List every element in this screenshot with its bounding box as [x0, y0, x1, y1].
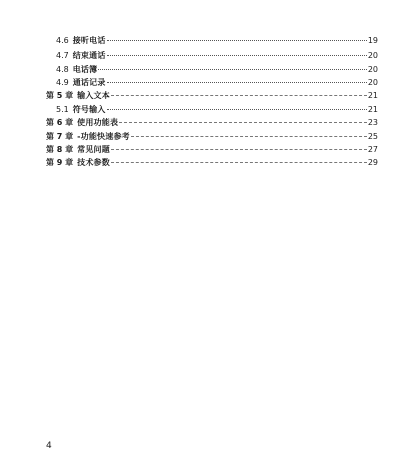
toc-entry-title: 电话簿 [72, 65, 98, 74]
toc-chapter-entry [46, 117, 378, 129]
toc-dot-leader [107, 82, 367, 83]
toc-dot-leader [107, 55, 367, 56]
toc-dash-leader [119, 122, 367, 123]
toc-entry-number: 4.6 [56, 36, 69, 45]
toc-entry-title: 接听电话 [72, 36, 106, 45]
toc-entry-page: 21 [367, 105, 378, 114]
toc-entry-number: 第 5 章 [46, 91, 74, 100]
toc-chapter-entry [46, 90, 378, 102]
toc-entry [56, 64, 378, 76]
toc-entry-title: 通话记录 [72, 78, 106, 87]
toc-entry-page: 29 [367, 158, 378, 167]
toc-entry-page: 23 [367, 118, 378, 127]
toc-dash-leader [111, 149, 367, 150]
toc-dot-leader [98, 69, 366, 70]
toc-entry-page: 27 [367, 145, 378, 154]
toc-entry [56, 77, 378, 89]
toc-entry-title: 结束通话 [72, 51, 106, 60]
toc-entry-number: 第 8 章 [46, 145, 74, 154]
toc-entry-title: 输入文本 [77, 91, 110, 100]
toc-dot-leader [107, 40, 367, 41]
toc-entry-number: 第 7 章 [46, 132, 74, 141]
toc-chapter-entry [46, 144, 378, 156]
page-number: 4 [46, 441, 52, 451]
toc-entry-number: 第 6 章 [46, 118, 74, 127]
toc-dash-leader [131, 136, 367, 137]
toc-entry-number: 5.1 [56, 105, 69, 114]
toc-entry [56, 35, 378, 47]
toc-entry-title: 符号输入 [72, 105, 106, 114]
toc-entry-page: 19 [367, 36, 378, 45]
toc-dash-leader [111, 162, 367, 163]
toc-entry-page: 25 [367, 132, 378, 141]
toc-entry-page: 21 [367, 91, 378, 100]
toc-entry-number: 第 9 章 [46, 158, 74, 167]
toc-chapter-entry [46, 157, 378, 169]
toc-entry-title: 技术参数 [77, 158, 110, 167]
toc-entry [56, 104, 378, 116]
toc-entry-page: 20 [367, 78, 378, 87]
toc-entry-number: 4.7 [56, 51, 69, 60]
toc-entry [56, 50, 378, 62]
toc-entry-title: 常见问题 [77, 145, 110, 154]
toc-entry-title: 使用功能表 [77, 118, 119, 127]
toc-chapter-entry [46, 131, 378, 143]
toc-dot-leader [107, 109, 367, 110]
toc-entry-page: 20 [367, 65, 378, 74]
toc-entry-number: 4.9 [56, 78, 69, 87]
toc-entry-page: 20 [367, 51, 378, 60]
toc-dash-leader [111, 95, 367, 96]
toc-entry-title: -功能快速参考 [77, 132, 130, 141]
toc-entry-number: 4.8 [56, 65, 69, 74]
